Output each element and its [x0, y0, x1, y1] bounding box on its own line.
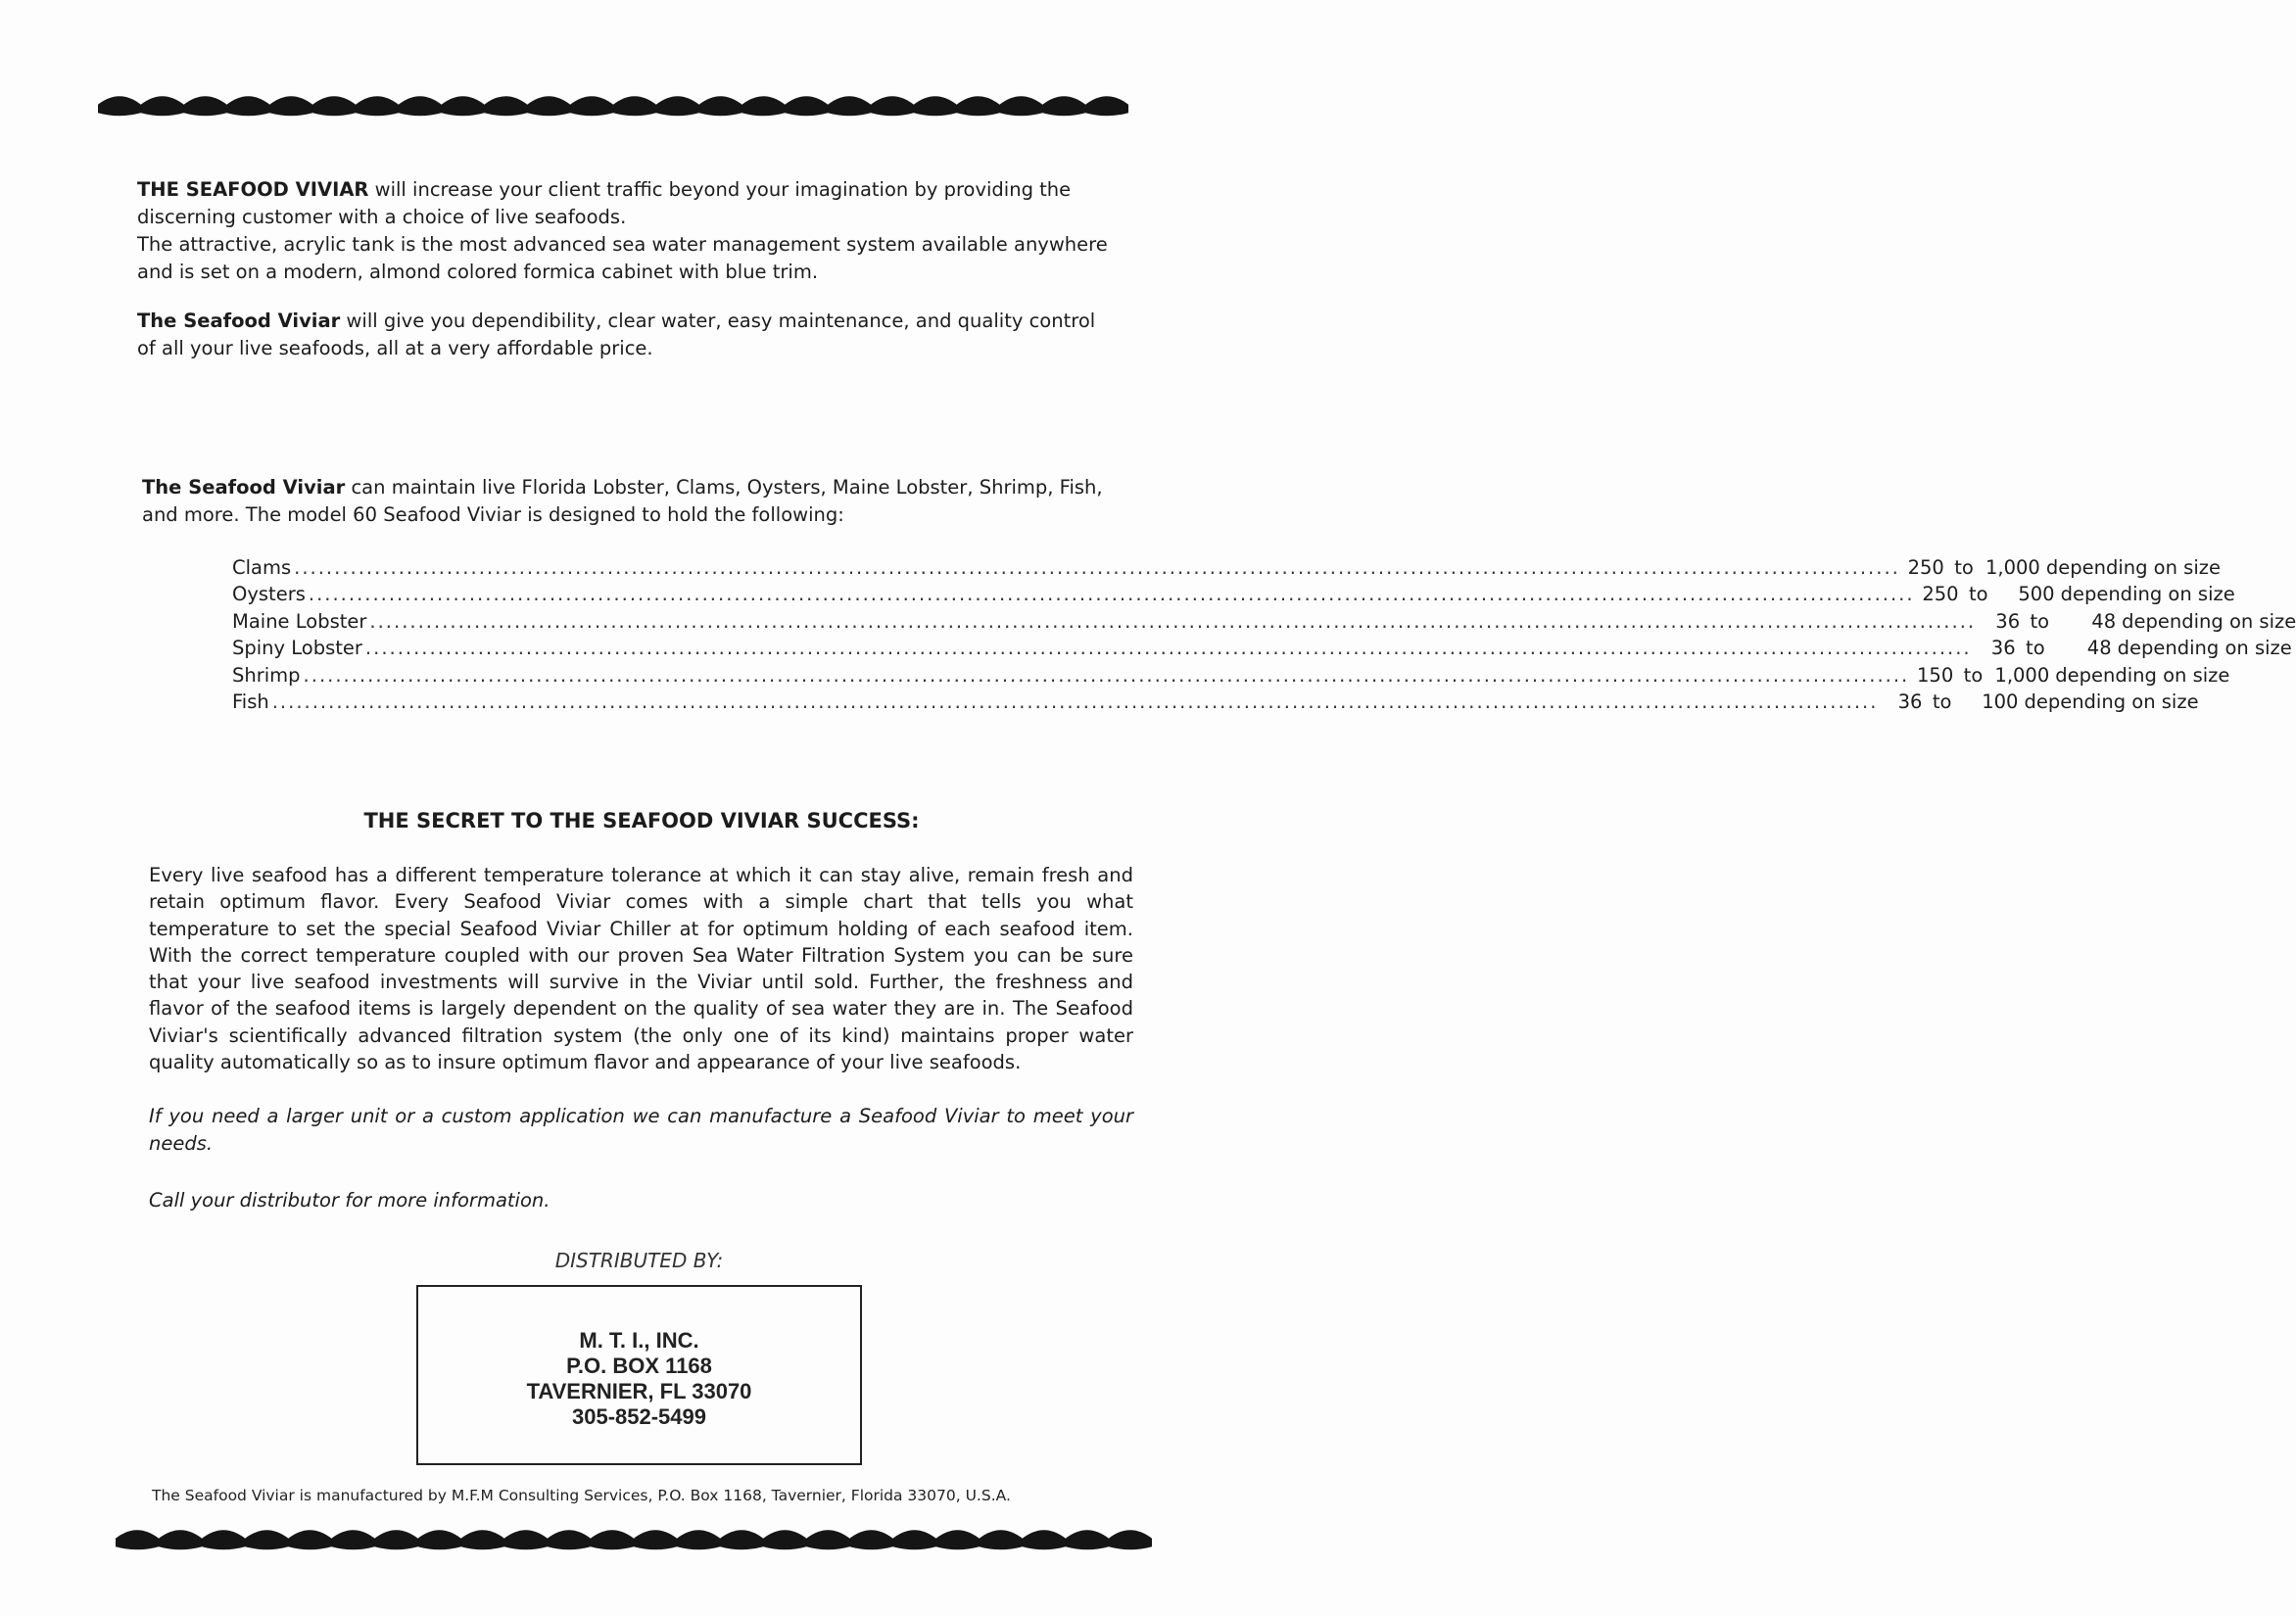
capacity-row — [232, 583, 2235, 609]
capacity-item: Shrimp — [232, 663, 301, 687]
capacity-to: to — [2026, 637, 2045, 660]
intro-lead-text: will increase your client traffic beyond your imagination by providing the discerning customer with a choice of live seafoods. — [137, 178, 1072, 228]
capacity-item: Fish — [232, 689, 269, 713]
capacity-min: 150 — [1917, 663, 1954, 687]
dot-leader: ........................................................................................................................................................................................................ — [369, 609, 1977, 633]
capacity-item: Maine Lobster — [232, 609, 367, 633]
wave-border-bottom — [116, 1520, 1152, 1553]
reliability-paragraph — [137, 308, 1117, 362]
capacity-row — [232, 663, 2230, 690]
capacity-to: to — [1932, 689, 1952, 713]
manufacturer-footer: The Seafood Viviar is manufactured by M.F.M Consulting Services, P.O. Box 1168, Tavernier, Florida 33070, U.S.A. — [152, 1487, 1011, 1504]
capacity-note: depending on size — [2122, 609, 2296, 633]
capacity-max: 1,000 — [1994, 663, 2050, 687]
secret-heading: THE SECRET TO THE SEAFOOD VIVIAR SUCCESS: — [363, 809, 920, 832]
capacity-max: 48 — [2091, 609, 2117, 633]
distributor-po-box: P.O. BOX 1168 — [566, 1354, 712, 1378]
distributor-stamp-box — [416, 1285, 862, 1465]
capacity-min: 36 — [1897, 689, 1923, 713]
call-distributor-note: Call your distributor for more information. — [149, 1189, 550, 1212]
dot-leader: ........................................................................................................................................................................................................ — [271, 689, 1879, 713]
reliability-bold: The Seafood Viviar — [137, 309, 341, 332]
custom-application-note: If you need a larger unit or a custom application we can manufacture a Seafood Viviar to meet your needs. — [149, 1105, 1133, 1155]
dot-leader: ........................................................................................................................................................................................................ — [308, 583, 1915, 606]
capacity-max: 1,000 — [1985, 556, 2040, 579]
capacity-min: 36 — [1995, 609, 2021, 633]
capacity-intro-text: can maintain live Florida Lobster, Clams, Oysters, Maine Lobster, Shrimp, Fish, and more. The model 60 Seafood Viviar is designed to hold the following: — [142, 476, 1103, 526]
intro-lead-bold: THE SEAFOOD VIVIAR — [137, 178, 369, 201]
capacity-max: 100 — [1982, 689, 2019, 713]
capacity-to: to — [2030, 609, 2050, 633]
capacity-note: depending on size — [2045, 556, 2221, 579]
distributor-address — [418, 1328, 860, 1430]
capacity-item: Spiny Lobster — [232, 637, 362, 660]
wave-border-top — [98, 86, 1128, 119]
capacity-intro-paragraph — [142, 474, 1126, 529]
dot-leader: ........................................................................................................................................................................................................ — [303, 663, 1910, 687]
secret-paragraph: Every live seafood has a different temperature tolerance at which it can stay alive, remain fresh and retain optimum flavor. Every Seafood Viviar comes with a simple chart that tells you what temperature to set the special Seafood Viviar Chiller at for optimum holding of each seafood item. With the correct temperature coupled with our proven Sea Water Filtration System you can be sure that your live seafood investments will survive in the Viviar until sold. Further, the freshness and flavor of the seafood items is largely dependent on the quality of sea water they are in. The Seafood Viviar's scientifically advanced filtration system (the only one of its kind) maintains proper water quality automatically so as to insure optimum flavor and appearance of your live seafoods. — [149, 864, 1133, 1074]
distributor-name: M. T. I., INC. — [579, 1328, 699, 1353]
capacity-min: 36 — [1990, 637, 2016, 660]
distributor-city: TAVERNIER, FL 33070 — [526, 1379, 752, 1403]
dot-leader: ........................................................................................................................................................................................................ — [364, 637, 1972, 660]
capacity-note: depending on size — [2055, 663, 2230, 687]
capacity-min: 250 — [1922, 583, 1959, 606]
capacity-note: depending on size — [2117, 637, 2292, 660]
capacity-to: to — [1963, 663, 1984, 687]
capacity-item: Clams — [232, 556, 292, 579]
capacity-item: Oysters — [232, 583, 306, 606]
capacity-max: 48 — [2086, 637, 2112, 660]
capacity-row — [232, 637, 2292, 663]
capacity-min: 250 — [1907, 556, 1944, 579]
capacity-to: to — [1954, 556, 1974, 579]
capacity-row — [232, 556, 2221, 583]
distributor-phone: 305-852-5499 — [571, 1404, 706, 1429]
dot-leader: ........................................................................................................................................................................................................ — [294, 556, 1900, 579]
capacity-to: to — [1969, 583, 1988, 606]
reliability-text: will give you dependibility, clear water, easy maintenance, and quality control of all your live seafoods, all at a very affordable price. — [137, 309, 1096, 359]
capacity-row — [232, 689, 2199, 717]
capacity-list — [232, 556, 2296, 717]
capacity-row — [232, 609, 2296, 637]
intro-paragraph — [137, 176, 1117, 286]
capacity-note: depending on size — [2060, 583, 2235, 606]
capacity-max: 500 — [2018, 583, 2055, 606]
distributed-by-label: DISTRIBUTED BY: — [554, 1249, 724, 1272]
capacity-intro-bold: The Seafood Viviar — [142, 476, 346, 499]
capacity-note: depending on size — [2024, 689, 2199, 713]
intro-line-2: The attractive, acrylic tank is the most advanced sea water management system available anywhere and is set on a modern, almond colored formica cabinet with blue trim. — [137, 233, 1108, 283]
